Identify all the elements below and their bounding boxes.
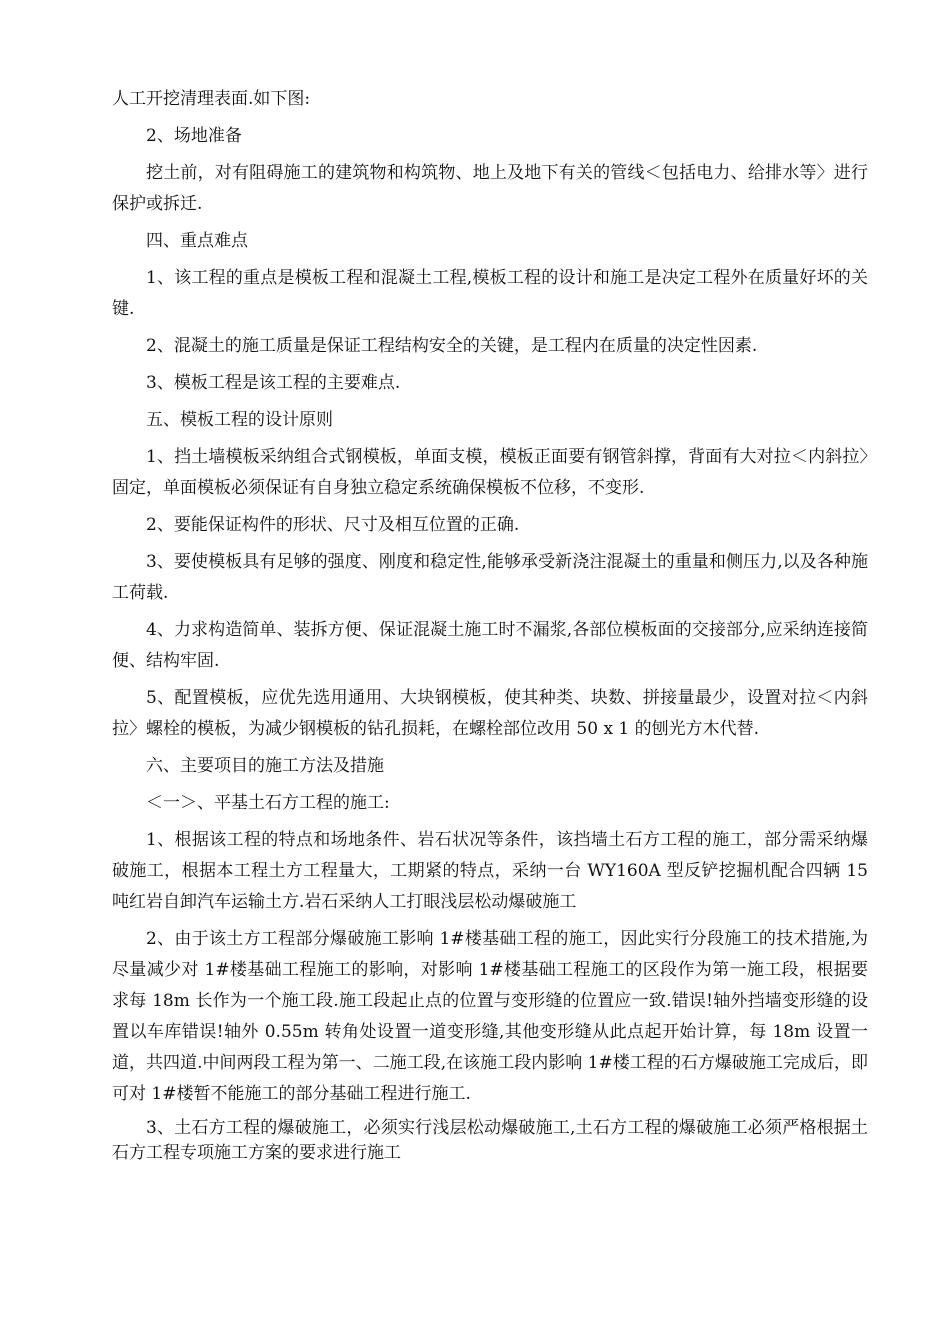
document-body [112, 84, 868, 1166]
paragraph-formwork-3: 3、要使模板具有足够的强度、刚度和稳定性,能够承受新浇注混凝土的重量和侧压力,以及各种施工荷载. [112, 552, 868, 603]
paragraph-earthwork-2: 2、由于该土方工程部分爆破施工影响 1#楼基础工程的施工，因此实行分段施工的技术措施,为尽量减少对 1#楼基础工程施工的影响，对影响 1#楼基础工程施工的区段作为第一施工段，根据要求每 18m 长作为一个施工段.施工段起止点的位置与变形缝的位置应一致.错误!轴外挡墙变形缝的设置以车库错误!轴外 0.55m 转角处设置一道变形缝,其他变形缝从此点起开始计算，每 18m 设置一道，共四道.中间两段工程为第一、二施工段,在该施工段内影响 1#楼工程的石方爆破施工完成后，即可对 1#楼暂不能施工的部分基础工程进行施工. [112, 929, 868, 1104]
paragraph-earthwork-1: 1、根据该工程的特点和场地条件、岩石状况等条件，该挡墙土石方工程的施工，部分需采纳爆破施工，根据本工程土方工程量大，工期紧的特点，采纳一台 WY160A 型反铲挖掘机配合四辆 15 吨红岩自卸汽车运输土方.岩石采纳人工打眼浅层松动爆破施工 [112, 830, 868, 912]
paragraph-formwork-1: 1、挡土墙模板采纳组合式钢模板，单面支模，模板正面要有钢管斜撑，背面有大对拉＜内斜拉〉固定，单面模板必须保证有自身独立稳定系统确保模板不位移，不变形. [112, 447, 868, 498]
subheading-site-preparation: 2、场地准备 [146, 126, 242, 146]
paragraph-key-point-1: 1、该工程的重点是模板工程和混凝土工程,模板工程的设计和施工是决定工程外在质量好坏的关键. [112, 268, 868, 319]
heading-construction-methods: 六、主要项目的施工方法及措施 [146, 756, 384, 776]
paragraph-key-point-2: 2、混凝土的施工质量是保证工程结构安全的关键，是工程内在质量的决定性因素. [146, 336, 758, 356]
paragraph-formwork-4: 4、力求构造简单、装拆方便、保证混凝土施工时不漏浆,各部位模板面的交接部分,应采纳连接简便、结构牢固. [112, 620, 868, 671]
paragraph-formwork-5: 5、配置模板，应优先选用通用、大块钢模板，使其种类、块数、拼接量最少，设置对拉＜内斜拉〉螺栓的模板，为减少钢模板的钻孔损耗，在螺栓部位改用 50 x 1 的刨光方木代替. [112, 688, 868, 739]
paragraph-formwork-2: 2、要能保证构件的形状、尺寸及相互位置的正确. [146, 515, 520, 535]
subheading-earthwork: ＜一＞、平基土石方工程的施工: [146, 793, 390, 813]
paragraph-key-point-3: 3、模板工程是该工程的主要难点. [146, 373, 401, 393]
heading-formwork-design: 五、模板工程的设计原则 [146, 410, 333, 430]
paragraph-site-preparation: 挖土前，对有阻碍施工的建筑物和构筑物、地上及地下有关的管线＜包括电力、给排水等〉进行保护或拆迁. [112, 163, 868, 214]
paragraph-earthwork-3: 3、土石方工程的爆破施工，必须实行浅层松动爆破施工,土石方工程的爆破施工必须严格根据土石方工程专项施工方案的要求进行施工 [112, 1118, 868, 1163]
heading-key-difficulties: 四、重点难点 [146, 231, 248, 251]
paragraph-continuation: 人工开挖清理表面.如下图: [112, 89, 311, 109]
